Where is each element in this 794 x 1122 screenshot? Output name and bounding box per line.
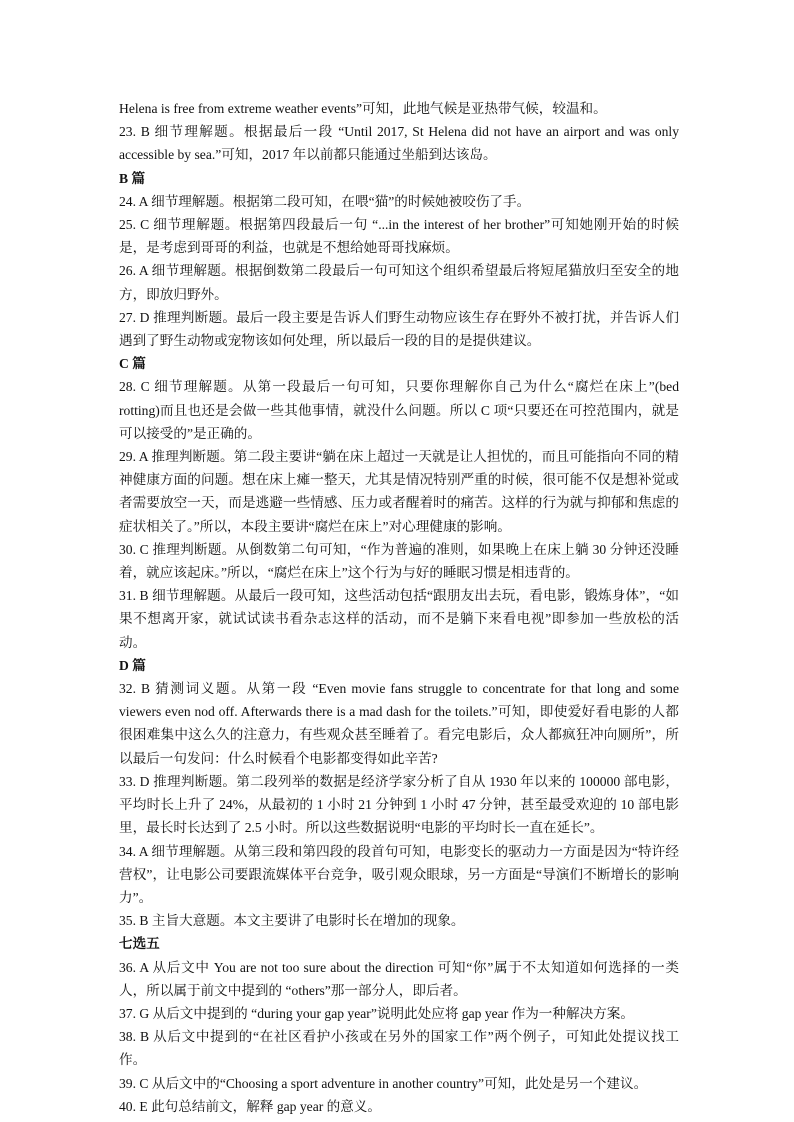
answer-34: 34. A 细节理解题。从第三段和第四段的段首句可知，电影变长的驱动力一方面是因为“特许经营权”，让电影公司要跟流媒体平台竞争，吸引观众眼球，另一方面是“导演们不断增长的影响力”。: [119, 843, 679, 905]
answer-40: 40. E 此句总结前文，解释 gap year 的意义。: [119, 1098, 382, 1114]
paragraph-22-end: Helena is free from extreme weather events”可知，此地气候是亚热带气候，较温和。: [119, 101, 607, 116]
section-heading-seven-choose-five: 七选五: [119, 936, 160, 952]
section-heading-c: C 篇: [119, 356, 146, 372]
answer-38: 38. B 从后文中提到的“在社区看护小孩或在另外的国家工作”两个例子，可知此处提议找工作。: [119, 1029, 679, 1068]
section-heading-b: B 篇: [119, 170, 146, 186]
answer-32: 32. B 猜测词义题。从第一段 “Even movie fans struggle to concentrate for that long and some viewers even nod off. Afterwards there is a mad dash for the toilets.”可知，即使爱好看电影的人都很困难集中这么久的注意力，有些观众甚至睡着了。看完电影后，众人都疯狂冲向厕所”，所以最后一句发问：什么时候看个电影都变得如此辛苦?: [119, 681, 679, 766]
section-heading-d: D 篇: [119, 657, 146, 673]
answer-26: 26. A 细节理解题。根据倒数第二段最后一句可知这个组织希望最后将短尾猫放归至安全的地方，即放归野外。: [119, 263, 679, 302]
answer-35: 35. B 主旨大意题。本文主要讲了电影时长在增加的现象。: [119, 913, 465, 929]
answer-24: 24. A 细节理解题。根据第二段可知，在喂“猫”的时候她被咬伤了手。: [119, 193, 531, 209]
answer-33: 33. D 推理判断题。第二段列举的数据是经济学家分析了自从 1930 年以来的 100000 部电影，平均时长上升了 24%，从最初的 1 小时 21 分钟到 1 小时 47 分钟，甚至最受欢迎的 10 部电影里，最长时长达到了 2.5 小时。所以这些数据说明“电影的平均时长一直在延长”。: [119, 773, 679, 836]
answer-23: 23. B 细节理解题。根据最后一段 “Until 2017, St Helena did not have an airport and was only accessible by sea.”可知，2017 年以前都只能通过坐船到达该岛。: [119, 124, 679, 163]
answer-31: 31. B 细节理解题。从最后一段可知，这些活动包括“跟朋友出去玩，看电影，锻炼身体”，“如果不想离开家，就试试读书看杂志这样的活动，而不是躺下来看电视”即参加一些放松的活动。: [119, 588, 679, 650]
answer-37: 37. G 从后文中提到的 “during your gap year”说明此处应将 gap year 作为一种解决方案。: [119, 1005, 634, 1021]
answer-36: 36. A 从后文中 You are not too sure about the direction 可知“你”属于不太知道如何选择的一类人，所以属于前文中提到的 “others”那一部分人，即后者。: [119, 959, 679, 998]
answer-39: 39. C 从后文中的“Choosing a sport adventure in another country”可知，此处是另一个建议。: [119, 1075, 648, 1091]
answer-key-page: [119, 97, 679, 1118]
answer-28: 28. C 细节理解题。从第一段最后一句可知，只要你理解你自己为什么“腐烂在床上”(bed rotting)而且也还是会做一些其他事情，就没什么问题。所以 C 项“只要还在可控范围内，就是可以接受的”是正确的。: [119, 379, 679, 441]
answer-27: 27. D 推理判断题。最后一段主要是告诉人们野生动物应该生存在野外不被打扰，并告诉人们遇到了野生动物或宠物该如何处理，所以最后一段的目的是提供建议。: [119, 309, 679, 349]
answer-30: 30. C 推理判断题。从倒数第二句可知，“作为普遍的准则，如果晚上在床上躺 30 分钟还没睡着，就应该起床。”所以，“腐烂在床上”这个行为与好的睡眠习惯是相违背的。: [119, 541, 679, 581]
answer-29: 29. A 推理判断题。第二段主要讲“躺在床上超过一天就是让人担忧的，而且可能指向不同的精神健康方面的问题。想在床上瘫一整天，尤其是情况特别严重的时候，很可能不仅是想补觉或者需要放空一天，而是逃避一些情感、压力或者醒着时的痛苦。这样的行为就与抑郁和焦虑的症状相关了。”所以，本段主要讲“腐烂在床上”对心理健康的影响。: [119, 449, 679, 534]
answer-25: 25. C 细节理解题。根据第四段最后一句 “...in the interest of her brother”可知她刚开始的时候是，是考虑到哥哥的利益，也就是不想给她哥哥找麻烦。: [119, 217, 679, 256]
